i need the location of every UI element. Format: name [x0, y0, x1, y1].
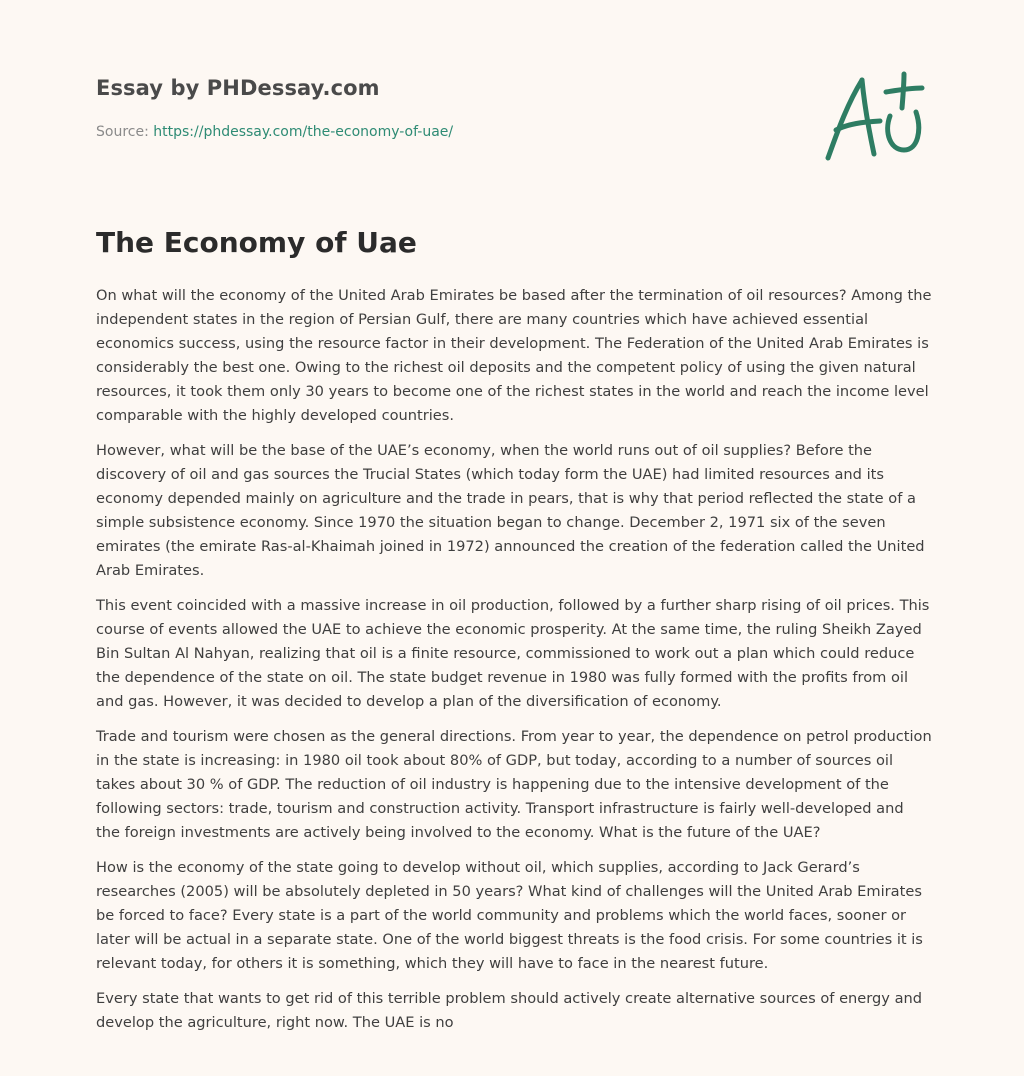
essay-paragraph: This event coincided with a massive increase in oil production, followed by a further sharp rising of oil prices. This course of events allowed the UAE to achieve the economic prosperity. At the same time, the ruling Sheikh Zayed Bin Sultan Al Nahyan, realizing that oil is a finite resource, commissioned to work out a plan which could reduce the dependence of the state on oil. The state budget revenue in 1980 was fully formed with the profits from oil and gas. However, it was decided to develop a plan of the diversification of economy. [96, 597, 930, 710]
essay-body [96, 284, 932, 1046]
essay-paragraph: However, what will be the base of the UAE’s economy, when the world runs out of oil supplies? Before the discovery of oil and gas sources the Trucial States (which today form the UAE) had limited resources and its economy depended mainly on agriculture and the trade in pears, that is why that period reflected the state of a simple subsistence economy. Since 1970 the situation began to change. December 2, 1971 six of the seven emirates (the emirate Ras-al-Khaimah joined in 1972) announced the creation of the federation called the United Arab Emirates. [96, 442, 925, 579]
source-link[interactable]: https://phdessay.com/the-economy-of-uae/ [153, 124, 454, 140]
source-line [96, 124, 453, 140]
a-plus-grade-icon [818, 66, 930, 166]
essay-title: The Economy of Uae [96, 226, 417, 259]
essay-paragraph: How is the economy of the state going to develop without oil, which supplies, according to Jack Gerard’s researches (2005) will be absolutely depleted in 50 years? What kind of challenges will the United Arab Emirates be forced to face? Every state is a part of the world community and problems which the world faces, sooner or later will be actual in a separate state. One of the world biggest threats is the food crisis. For some countries it is relevant today, for others it is something, which they will have to face in the nearest future. [96, 859, 923, 972]
essay-paragraph: Every state that wants to get rid of this terrible problem should actively create alternative sources of energy and develop the agriculture, right now. The UAE is no [96, 990, 923, 1031]
source-label: Source: [96, 124, 149, 140]
site-title: Essay by PHDessay.com [96, 76, 380, 100]
essay-paragraph: On what will the economy of the United Arab Emirates be based after the termination of oil resources? Among the independent states in the region of Persian Gulf, there are many countries which have achieved essential economics success, using the resource factor in their development. The Federation of the United Arab Emirates is considerably the best one. Owing to the richest oil deposits and the competent policy of using the given natural resources, it took them only 30 years to become one of the richest states in the world and reach the income level comparable with the highly developed countries. [96, 287, 932, 424]
essay-paragraph: Trade and tourism were chosen as the general directions. From year to year, the dependence on petrol production in the state is increasing: in 1980 oil took about 80% of GDP, but today, according to a number of sources oil takes about 30 % of GDP. The reduction of oil industry is happening due to the intensive development of the following sectors: trade, tourism and construction activity. Transport infrastructure is fairly well-developed and the foreign investments are actively being involved to the economy. What is the future of the UAE? [96, 728, 932, 841]
